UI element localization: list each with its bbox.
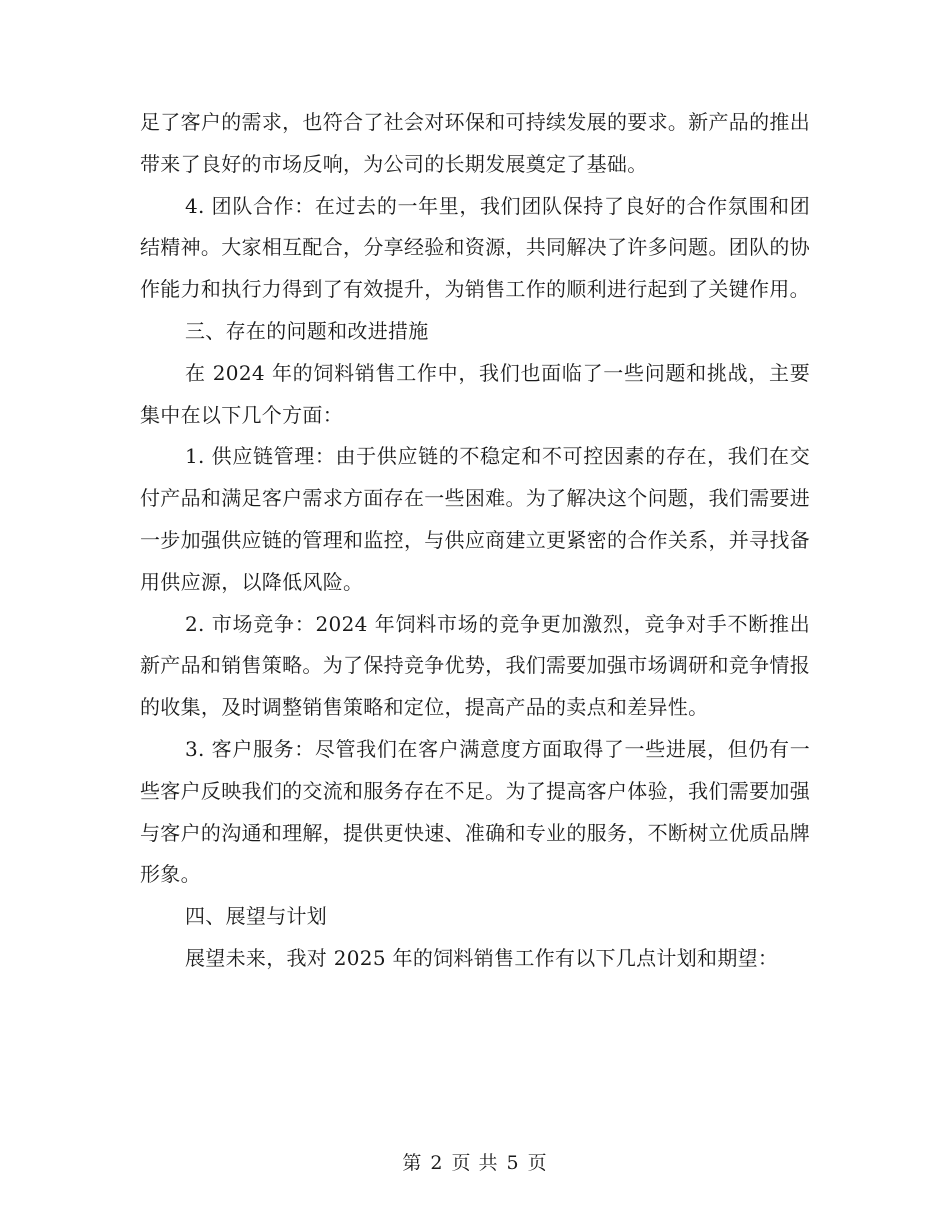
paragraph-teamwork: 4. 团队合作：在过去的一年里，我们团队保持了良好的合作氛围和团结精神。大家相互配合，分享经验和资源，共同解决了许多问题。团队的协作能力和执行力得到了有效提升，为销售工作的顺利进行起到了关键作用。 (140, 193, 810, 302)
paragraph-supply-chain: 1. 供应链管理：由于供应链的不稳定和不可控因素的存在，我们在交付产品和满足客户需求方面存在一些困难。为了解决这个问题，我们需要进一步加强供应链的管理和监控，与供应商建立更紧密的合作关系，并寻找备用供应源，以降低风险。 (140, 444, 810, 594)
paragraph-continuation: 足了客户的需求，也符合了社会对环保和可持续发展的要求。新产品的推出带来了良好的市场反响，为公司的长期发展奠定了基础。 (140, 110, 810, 176)
page-label-suffix: 页 (527, 1152, 548, 1174)
document-body (140, 102, 810, 980)
section-heading-problems: 三、存在的问题和改进措施 (185, 318, 429, 343)
page-footer (0, 1148, 950, 1175)
page-label-mid: 页 共 (451, 1152, 499, 1174)
section-heading-outlook: 四、展望与计划 (185, 904, 328, 929)
paragraph-outlook-intro: 展望未来，我对 2025 年的饲料销售工作有以下几点计划和期望： (185, 945, 779, 970)
paragraph-problems-intro: 在 2024 年的饲料销售工作中，我们也面临了一些问题和挑战，主要集中在以下几个方面： (140, 360, 810, 427)
paragraph-market-competition: 2. 市场竞争：2024 年饲料市场的竞争更加激烈，竞争对手不断推出新产品和销售策略。为了保持竞争优势，我们需要加强市场调研和竞争情报的收集，及时调整销售策略和定位，提高产品的卖点和差异性。 (140, 611, 810, 720)
page-label-prefix: 第 (402, 1152, 423, 1174)
total-pages-number: 5 (506, 1152, 520, 1174)
current-page-number: 2 (430, 1152, 444, 1174)
paragraph-customer-service: 3. 客户服务：尽管我们在客户满意度方面取得了一些进展，但仍有一些客户反映我们的交流和服务存在不足。为了提高客户体验，我们需要加强与客户的沟通和理解，提供更快速、准确和专业的服务，不断树立优质品牌形象。 (140, 736, 810, 887)
